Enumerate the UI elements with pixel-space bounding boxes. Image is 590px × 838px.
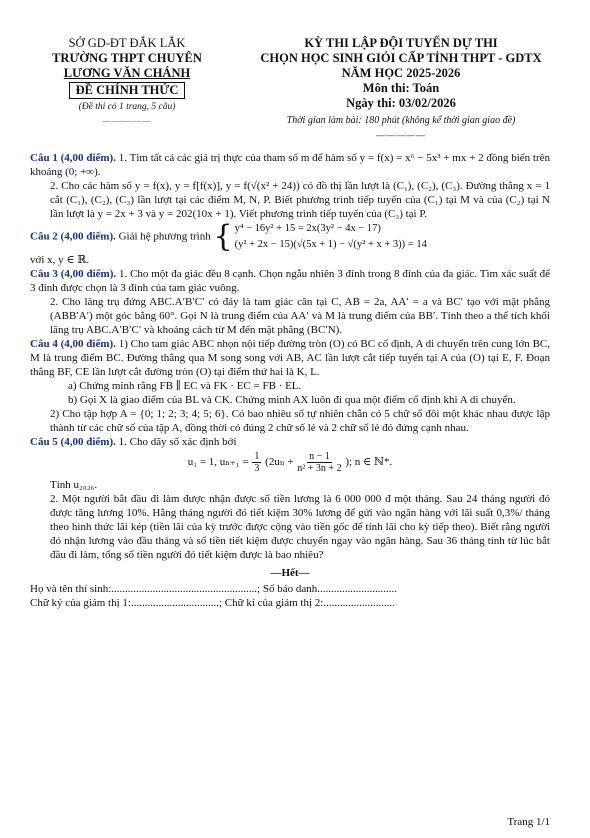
question-1-text-1: 1. Tìm tất cả các giá trị thực của tham số m để hàm số y = f(x) = x⁶ − 5x³ + mx + 2 đồng biến trên khoảng (0; +∞).: [30, 152, 551, 178]
question-2-domain: với x, y ∈ ℝ.: [30, 254, 90, 266]
exam-date: Ngày thi: 03/02/2026: [346, 96, 456, 110]
sequence-formula: u₁ = 1, uₙ₊₁ = $\frac{1}{3}$ (2uₙ + $\frac{n - 1}{\text{n² + 3n + 2}}$ ); n ∈ ℕ*.: [187, 451, 393, 474]
exam-note: (Đề thi có 1 trang, 5 câu): [78, 102, 176, 112]
question-3-part-1: [30, 267, 550, 295]
question-1-label: Câu 1 (4,00 điểm).: [30, 152, 116, 164]
exam-duration: Thời gian làm bài: 180 phút (không kể thời gian giao đề): [286, 115, 516, 126]
equation-1: y⁴ − 16y² + 15 = 2x(3y² − 4x − 17): [234, 223, 381, 234]
question-5-label: Câu 5 (4,00 điểm).: [30, 436, 116, 448]
question-4-subpart-a: a) Chứng minh rằng FB ∥ EC và FK · EC = FB · EL.: [68, 380, 302, 392]
question-4-subpart-b: b) Gọi X là giao điểm của BL và CK. Chứng minh AX luôn đi qua một điểm cố định khi A di chuyển.: [68, 394, 516, 406]
equation-system: [213, 221, 426, 253]
question-3-part-2: 2. Cho lăng trụ đứng ABC.A′B′C′ có đáy là tam giác cân tại C, AB = 2a, AA′ = a và BC′ tạo với mặt phẳng (ABB′A′) một góc bằng 60°. Gọi N là trung điểm của AA′ và M là trung điểm của BB′. Tính theo a thể tích khối lăng trụ ABC.A′B′C′ và khoảng cách từ M đến mặt phẳng (BC′N).: [50, 296, 550, 336]
exam-title-line1: KỲ THI LẬP ĐỘI TUYỂN DỰ THI: [304, 36, 498, 50]
school-name-line2: LƯƠNG VĂN CHÁNH: [63, 66, 191, 80]
question-4-text-1: 1) Cho tam giác ABC nhọn nội tiếp đường tròn (O) có BC cố định, A di chuyển trên cung lớn BC, M là trung điểm BC. Đường thẳng qua M song song với AB, AC lần lượt cắt tiếp tuyến tại A của (O) tại E, F. Đoạn thẳng BF, CE lần lượt cắt đường tròn (O) tại điểm thứ hai là K, L.: [30, 338, 550, 378]
question-3-label: Câu 3 (4,00 điểm).: [30, 268, 117, 280]
page-number: Trang 1/1: [507, 816, 550, 828]
question-5-part-2: 2. Một người bắt đầu đi làm được nhận được số tiền lương là 6 000 000 đ một tháng. Sau 24 tháng người đó được tăng lương 10%. Hằng tháng người đó tiết kiệm 30% lương để gửi vào ngân hàng với lãi suất 0,3%/ tháng theo hình thức lãi kép (tiền lãi của kỳ trước được cộng vào tiền gốc để tính lãi cho kỳ tiếp theo). Biết rằng người đó nhận lương vào đầu tháng và số tiền tiết kiệm được chuyển ngay vào ngân hàng. Sau 36 tháng tính từ lúc bắt đầu đi làm, tổng số tiền người đó tiết kiệm được là bao nhiêu?: [50, 493, 550, 561]
header-left: [28, 36, 226, 129]
end-marker: —Hết—: [270, 567, 310, 579]
divider-left: —————: [102, 116, 152, 126]
exam-body: [30, 151, 550, 610]
supervisor-signature-line: Chữ ký của giám thị 1:................................; Chữ kí của giám thị 2:..........................: [30, 597, 395, 609]
department-name: SỞ GD-ĐT ĐẮK LẮK: [68, 36, 186, 50]
equation-2: (y² + 2x − 15)(√(5x + 1) − √(y² + x + 3)) = 14: [234, 239, 427, 250]
question-5-text-1: 1. Cho dãy số xác định bởi: [118, 436, 237, 448]
exam-title-line2: CHỌN HỌC SINH GIỎI CẤP TỈNH THPT - GDTX: [260, 51, 542, 65]
brace-symbol: {: [213, 219, 233, 254]
question-2-intro: Giải hệ phương trình: [118, 230, 211, 243]
school-name-line1: TRƯỜNG THPT CHUYÊN: [52, 51, 202, 65]
question-1-part-2: 2. Cho các hàm số y = f(x), y = f[f(x)], y = f(√(x² + 24)) có đồ thị lần lượt là (C₁), (C₂), (C₃). Đường thẳng x = 1 cắt (C₁), (C₂), (C₃) lần lượt tại các điểm M, N, P. Biết phương trình tiếp tuyến của (C₁) tại M và của (C₂) tại N lần lượt là y = 2x + 3 và y = 202(10x + 1). Viết phương trình tiếp tuyến của (C₃) tại P.: [50, 180, 550, 220]
question-5-part-1: [30, 435, 550, 449]
header-right: [226, 36, 576, 143]
question-4-part-1: [30, 337, 550, 379]
fraction-n: $\frac{n - 1}{\text{n² + 3n + 2}}$: [297, 451, 342, 474]
question-5-ask: Tính u₂₀₂₆.: [50, 479, 98, 491]
question-3-text-1: 1. Cho một đa giác đều 8 cạnh. Chọn ngẫu nhiên 3 đỉnh trong 8 đỉnh của đa giác. Tìm xác suất để 3 đỉnh được chọn là 3 đỉnh của tam giác vuông.: [30, 268, 550, 294]
question-1-part-1: [30, 151, 550, 179]
candidate-info-line: Họ và tên thí sinh:.....................................................; Số báo danh.............................: [30, 583, 397, 595]
school-year: NĂM HỌC 2025-2026: [341, 66, 461, 80]
official-label: ĐỀ CHÍNH THỨC: [69, 82, 186, 99]
question-2: [30, 221, 550, 253]
question-2-label: Câu 2 (4,00 điểm).: [30, 230, 116, 243]
question-4-part-2: 2) Cho tập hợp A = {0; 1; 2; 3; 4; 5; 6}. Có bao nhiêu số tự nhiên chẵn có 5 chữ số đôi một khác nhau được lập thành từ các chữ số của tập A, đồng thời có đúng 2 chữ số lẻ và 2 chữ số lẻ đó đứng cạnh nhau.: [50, 408, 550, 434]
fraction-one-third: $\frac{1}{3}$: [254, 451, 260, 474]
subject: Môn thi: Toán: [362, 81, 440, 95]
divider-right: —————: [376, 130, 426, 140]
question-4-label: Câu 4 (4,00 điểm).: [30, 338, 116, 350]
